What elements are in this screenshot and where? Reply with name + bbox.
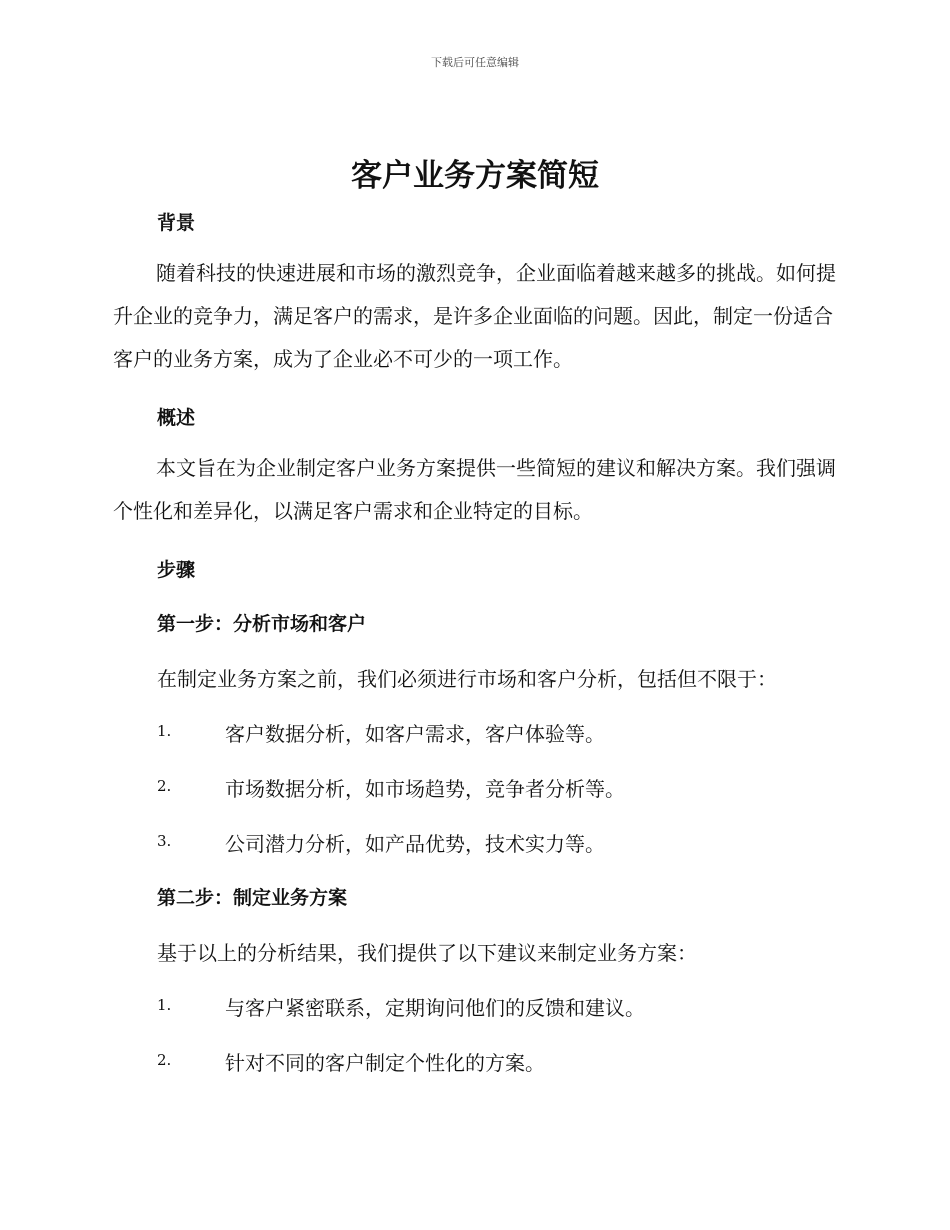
heading-step2: 第二步：制定业务方案: [157, 887, 348, 909]
list-item-text: 市场数据分析，如市场趋势，竞争者分析等。: [225, 777, 625, 801]
heading-overview: 概述: [157, 407, 196, 429]
heading-background: 背景: [157, 212, 196, 234]
list-item-text: 针对不同的客户制定个性化的方案。: [225, 1051, 545, 1075]
list-item-text: 与客户紧密联系，定期询问他们的反馈和建议。: [225, 996, 645, 1020]
list-item-number: 3.: [157, 832, 172, 850]
list-item-number: 1.: [157, 996, 172, 1014]
list-item-number: 2.: [157, 777, 172, 795]
paragraph-overview: 本文旨在为企业制定客户业务方案提供一些简短的建议和解决方案。我们强调个性化和差异化，以满足客户需求和企业特定的目标。: [113, 456, 836, 523]
list-item-text: 客户数据分析，如客户需求，客户体验等。: [225, 722, 605, 746]
header-note: 下载后可任意编辑: [431, 56, 519, 69]
list-item-text: 公司潜力分析，如产品优势，技术实力等。: [225, 832, 605, 856]
paragraph-background: 随着科技的快速进展和市场的激烈竞争，企业面临着越来越多的挑战。如何提升企业的竞争力，满足客户的需求，是许多企业面临的问题。因此，制定一份适合客户的业务方案，成为了企业必不可少的一项工作。: [113, 261, 836, 371]
list-item-number: 1.: [157, 722, 172, 740]
step1-intro: 在制定业务方案之前，我们必须进行市场和客户分析，包括但不限于：: [157, 667, 777, 691]
document-title: 客户业务方案简短: [351, 158, 599, 194]
step2-intro: 基于以上的分析结果，我们提供了以下建议来制定业务方案：: [157, 941, 697, 965]
heading-step1: 第一步：分析市场和客户: [157, 613, 367, 635]
heading-steps: 步骤: [157, 559, 196, 581]
list-item-number: 2.: [157, 1051, 172, 1069]
